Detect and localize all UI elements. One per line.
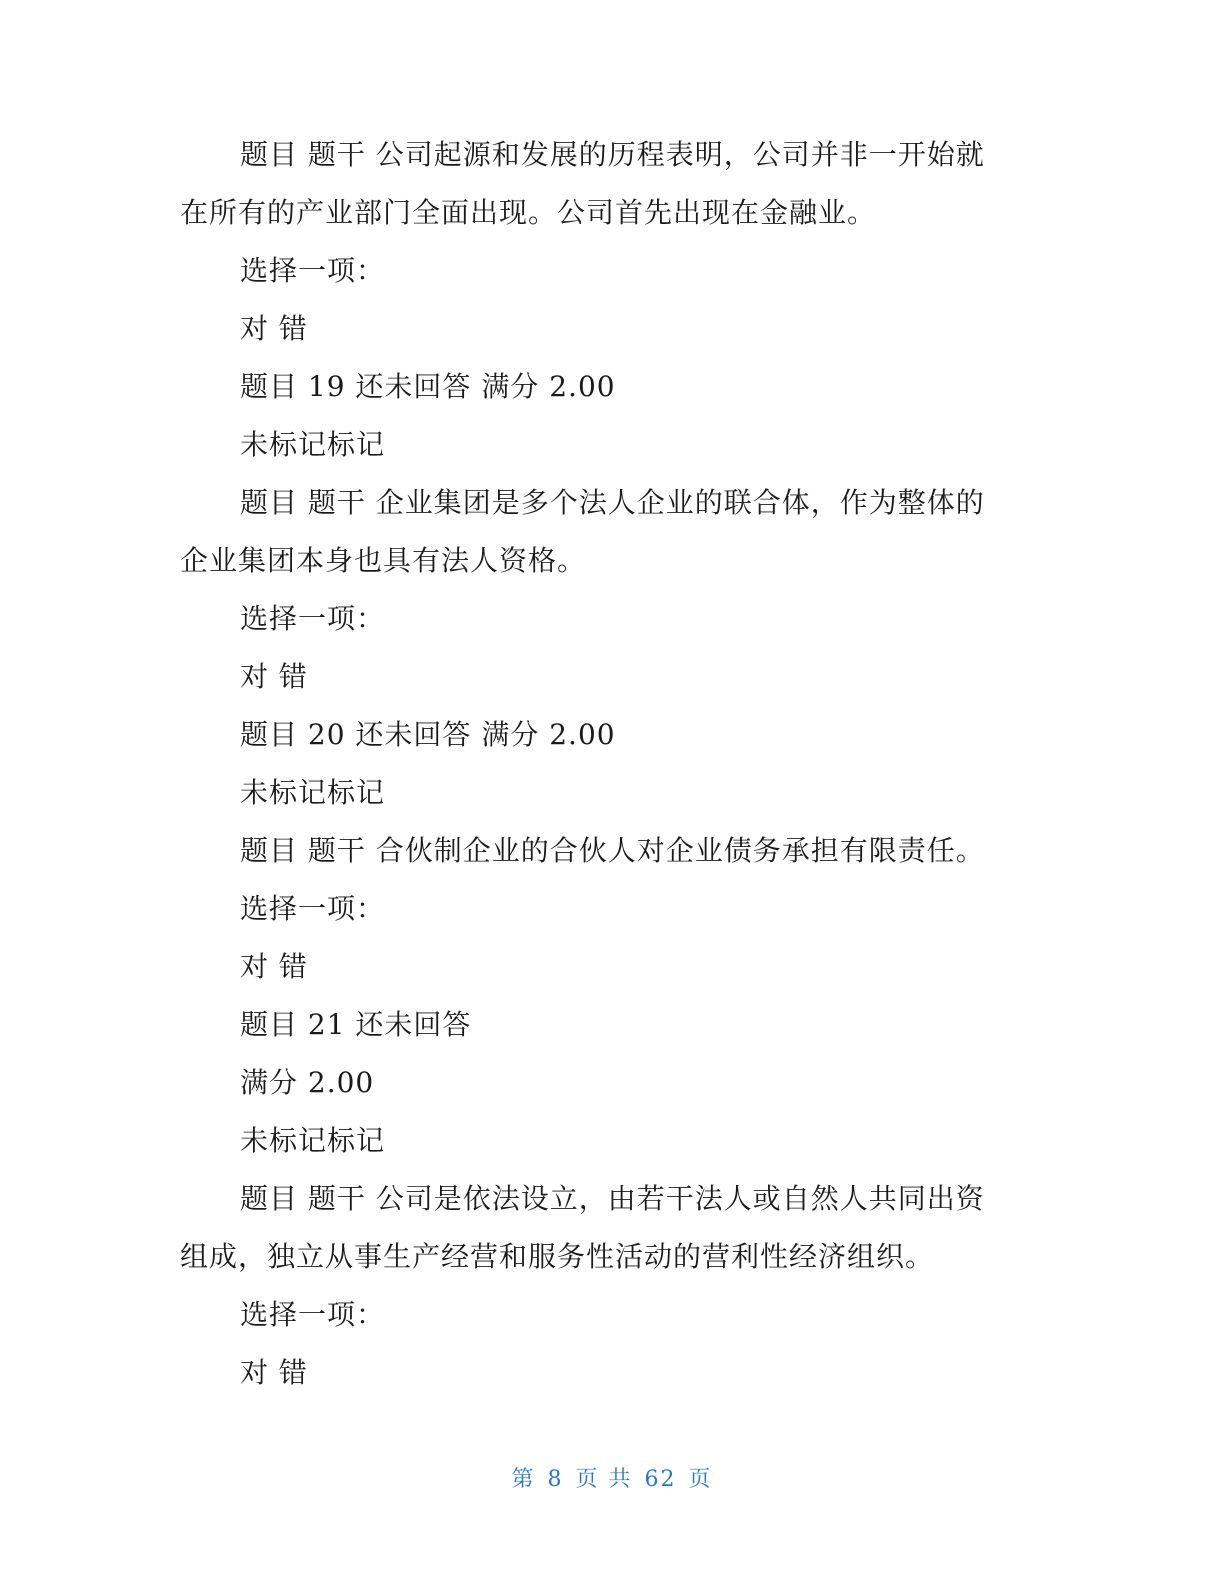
question-18-options: 对 错	[240, 312, 308, 345]
page-number-footer	[0, 1464, 1224, 1496]
question-21-score: 满分 2.00	[240, 1066, 375, 1099]
footer-middle: 页 共	[575, 1467, 633, 1492]
question-21-options: 对 错	[240, 1356, 308, 1389]
question-19-choose-prompt: 选择一项：	[240, 602, 386, 635]
question-21-header: 题目 21 还未回答	[240, 1008, 472, 1041]
question-19-stem-line-2: 企业集团本身也具有法人资格。	[180, 544, 587, 577]
question-18-stem-line-2: 在所有的产业部门全面出现。公司首先出现在金融业。	[180, 196, 877, 229]
question-19-flag: 未标记标记	[240, 428, 386, 461]
question-20-choose-prompt: 选择一项：	[240, 892, 386, 925]
question-21-stem-line-2: 组成，独立从事生产经营和服务性活动的营利性经济组织。	[180, 1240, 935, 1273]
footer-page-number: 8	[547, 1467, 564, 1492]
question-18-stem-line-1: 题目 题干 公司起源和发展的历程表明，公司并非一开始就	[240, 138, 985, 171]
footer-prefix: 第	[511, 1467, 536, 1492]
question-20-flag: 未标记标记	[240, 776, 386, 809]
question-19-header: 题目 19 还未回答 满分 2.00	[240, 370, 616, 403]
question-19-options: 对 错	[240, 660, 308, 693]
footer-suffix: 页	[688, 1467, 713, 1492]
question-20-header: 题目 20 还未回答 满分 2.00	[240, 718, 616, 751]
question-18-choose-prompt: 选择一项：	[240, 254, 386, 287]
footer-total-pages: 62	[644, 1467, 677, 1492]
question-21-flag: 未标记标记	[240, 1124, 386, 1157]
document-body	[180, 126, 1010, 1402]
question-19-stem-line-1: 题目 题干 企业集团是多个法人企业的联合体，作为整体的	[240, 486, 985, 519]
question-21-choose-prompt: 选择一项：	[240, 1298, 386, 1331]
question-21-stem-line-1: 题目 题干 公司是依法设立，由若干法人或自然人共同出资	[240, 1182, 985, 1215]
question-20-stem: 题目 题干 合伙制企业的合伙人对企业债务承担有限责任。	[240, 834, 985, 867]
question-20-options: 对 错	[240, 950, 308, 983]
